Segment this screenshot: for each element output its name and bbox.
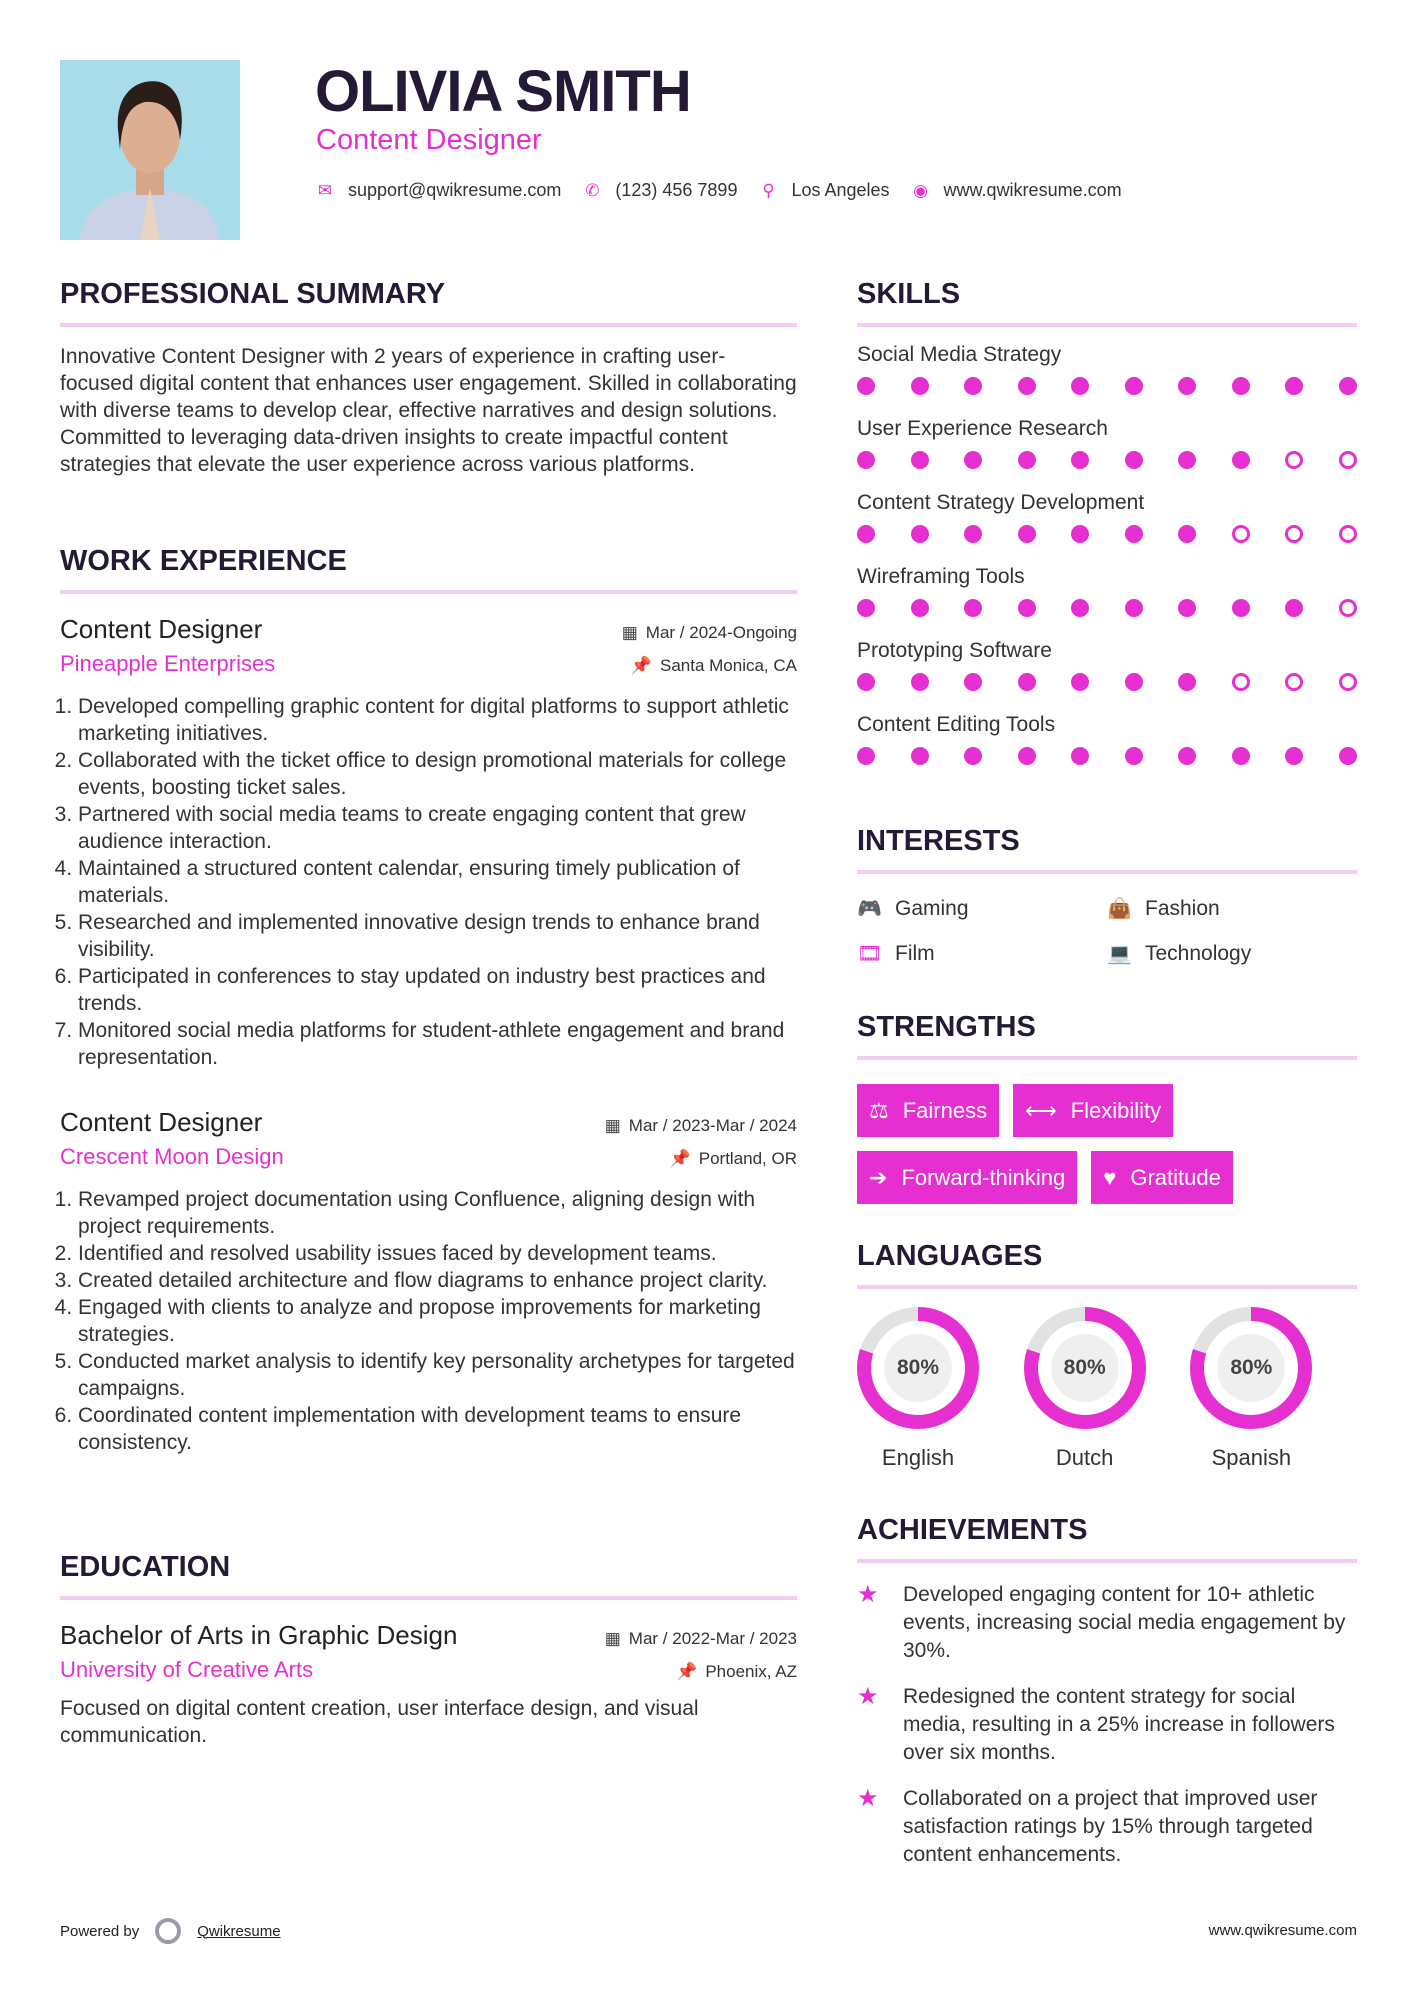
rating-dot-filled [1125, 525, 1143, 543]
rating-dot-filled [1018, 377, 1036, 395]
contact-location: Los Angeles [791, 180, 890, 200]
skill-name: Social Media Strategy [857, 343, 1062, 366]
company-name: Pineapple Enterprises [60, 651, 276, 676]
list-item: 2. Identified and resolved usability issues faced by development teams. [78, 1240, 797, 1267]
profile-photo [60, 60, 240, 240]
rating-dot-filled [911, 599, 929, 617]
language-name: Dutch [1055, 1445, 1114, 1470]
skill-rating [857, 377, 1357, 395]
education-location: Phoenix, AZ [705, 1662, 797, 1681]
summary-section [60, 278, 797, 478]
shooting-star-icon: ★ [857, 1785, 879, 1812]
rating-dot-filled [1018, 451, 1036, 469]
contact-bar [316, 180, 1144, 201]
strength-label: Flexibility [1070, 1097, 1162, 1123]
skill-item [857, 565, 1357, 617]
strength-tag [1091, 1151, 1233, 1204]
rating-dot-filled [1178, 673, 1196, 691]
strength-label: Forward-thinking [901, 1164, 1066, 1190]
section-heading: INTERESTS [857, 825, 1357, 874]
language-name: English [881, 1445, 955, 1470]
interest-item [1107, 896, 1357, 921]
rating-dot-empty [1232, 525, 1250, 543]
strength-tag [1013, 1084, 1173, 1137]
rating-dot-filled [1178, 451, 1196, 469]
rating-dot-filled [911, 377, 929, 395]
language-progress-ring [857, 1307, 979, 1429]
rating-dot-filled [1232, 377, 1250, 395]
contact-email[interactable]: support@qwikresume.com [348, 180, 562, 200]
arrow-right-icon: ➔ [869, 1164, 888, 1190]
skill-rating [857, 525, 1357, 543]
rating-dot-filled [964, 525, 982, 543]
interest-item [1107, 941, 1357, 966]
section-heading: WORK EXPERIENCE [60, 545, 797, 594]
rating-dot-filled [911, 747, 929, 765]
list-item: 1. Revamped project documentation using Confluence, aligning design with project requirements. [78, 1186, 797, 1240]
rating-dot-filled [1125, 377, 1143, 395]
rating-dot-filled [857, 377, 875, 395]
candidate-title: Content Designer [316, 124, 542, 156]
company-name: Crescent Moon Design [60, 1144, 284, 1169]
achievement-text: Collaborated on a project that improved user satisfaction ratings by 15% through targeted content enhancements. [903, 1787, 1318, 1866]
skill-item [857, 417, 1357, 469]
pushpin-icon: 📌 [676, 1662, 698, 1681]
qwikresume-link[interactable]: Qwikresume [197, 1922, 281, 1940]
rating-dot-filled [1285, 377, 1303, 395]
list-item: 5. Researched and implemented innovative design trends to enhance brand visibility. [78, 909, 797, 963]
rating-dot-filled [964, 747, 982, 765]
interest-label: Technology [1145, 941, 1252, 965]
rating-dot-filled [1125, 747, 1143, 765]
rating-dot-empty [1285, 673, 1303, 691]
list-item: 6. Coordinated content implementation with development teams to ensure consistency. [78, 1402, 797, 1456]
achievement-text: Developed engaging content for 10+ athletic events, increasing social media engagement by 30%. [903, 1583, 1346, 1662]
interest-item [857, 896, 1107, 921]
heart-icon: ♥ [1103, 1164, 1117, 1190]
section-heading: STRENGTHS [857, 1011, 1357, 1060]
rating-dot-filled [1232, 747, 1250, 765]
list-item: 3. Created detailed architecture and flow diagrams to enhance project clarity. [78, 1267, 797, 1294]
strength-tag [857, 1151, 1077, 1204]
rating-dot-filled [1018, 747, 1036, 765]
list-item: 6. Participated in conferences to stay updated on industry best practices and trends. [78, 963, 797, 1017]
calendar-icon: ▦ [621, 623, 638, 642]
list-item: 4. Maintained a structured content calendar, ensuring timely publication of materials. [78, 855, 797, 909]
interest-label: Film [895, 941, 935, 965]
section-heading: ACHIEVEMENTS [857, 1514, 1357, 1563]
globe-icon: ◉ [913, 180, 928, 200]
achievement-item [857, 1683, 1357, 1767]
rating-dot-filled [1125, 599, 1143, 617]
rating-dot-filled [911, 451, 929, 469]
language-name: Spanish [1211, 1445, 1292, 1470]
education-dates: Mar / 2022-Mar / 2023 [628, 1629, 797, 1648]
summary-text: Innovative Content Designer with 2 years of experience in crafting user-focused digital content that enhances user engagement. Skilled in collaborating with diverse teams to develop clear, effective narratives and design solutions. Committed to leveraging data-driven insights to create impactful content strategies that elevate the user experience across various platforms. [60, 345, 797, 476]
rating-dot-filled [964, 673, 982, 691]
rating-dot-filled [857, 599, 875, 617]
rating-dot-filled [857, 673, 875, 691]
rating-dot-filled [1125, 673, 1143, 691]
language-percent: 80% [884, 1334, 952, 1402]
balance-scale-icon: ⚖ [869, 1097, 889, 1123]
list-item: 5. Conducted market analysis to identify key personality archetypes for targeted campaigns. [78, 1348, 797, 1402]
skill-item [857, 713, 1357, 765]
language-item [857, 1307, 1024, 1471]
skill-name: Prototyping Software [857, 639, 1052, 662]
rating-dot-filled [1071, 525, 1089, 543]
rating-dot-filled [1285, 599, 1303, 617]
job-entry [60, 614, 797, 1071]
responsibilities-list [60, 693, 797, 1071]
rating-dot-filled [1018, 525, 1036, 543]
responsibilities-list [60, 1186, 797, 1456]
rating-dot-filled [1071, 747, 1089, 765]
powered-by-label: Powered by [60, 1922, 140, 1940]
languages-section [857, 1240, 1357, 1471]
skill-name: User Experience Research [857, 417, 1108, 440]
rating-dot-filled [911, 525, 929, 543]
rating-dot-filled [964, 377, 982, 395]
school: University of Creative Arts [60, 1657, 314, 1682]
film-icon: 🎞 [857, 943, 883, 965]
rating-dot-filled [964, 451, 982, 469]
job-entry [60, 1107, 797, 1456]
degree: Bachelor of Arts in Graphic Design [60, 1620, 458, 1650]
list-item: 2. Collaborated with the ticket office to design promotional materials for college events, boosting ticket sales. [78, 747, 797, 801]
candidate-name: OLIVIA SMITH [315, 59, 691, 124]
job-title: Content Designer [60, 614, 263, 644]
skills-section [857, 278, 1357, 787]
achievements-section [857, 1514, 1357, 1869]
rating-dot-filled [1018, 599, 1036, 617]
skill-name: Content Strategy Development [857, 491, 1145, 514]
rating-dot-filled [1071, 451, 1089, 469]
footer-powered-by [60, 1918, 281, 1944]
rating-dot-filled [1178, 747, 1196, 765]
skill-rating [857, 451, 1357, 469]
skill-item [857, 343, 1357, 395]
rating-dot-empty [1339, 599, 1357, 617]
achievement-text: Redesigned the content strategy for social media, resulting in a 25% increase in followers over six months. [903, 1685, 1335, 1764]
rating-dot-filled [1125, 451, 1143, 469]
footer-website[interactable]: www.qwikresume.com [1208, 1922, 1357, 1939]
rating-dot-filled [857, 747, 875, 765]
job-title: Content Designer [60, 1107, 263, 1137]
list-item: 1. Developed compelling graphic content for digital platforms to support athletic marketing initiatives. [78, 693, 797, 747]
map-pin-icon: ⚲ [762, 180, 775, 200]
gamepad-icon: 🎮 [857, 898, 882, 920]
rating-dot-filled [911, 673, 929, 691]
shooting-star-icon: ★ [857, 1683, 879, 1710]
pushpin-icon: 📌 [630, 656, 652, 675]
skill-item [857, 639, 1357, 691]
strength-label: Fairness [902, 1097, 988, 1123]
rating-dot-filled [857, 525, 875, 543]
job-location: Santa Monica, CA [659, 656, 797, 675]
job-location: Portland, OR [698, 1149, 797, 1168]
education-section [60, 1551, 797, 1749]
section-heading: SKILLS [857, 278, 1357, 327]
envelope-icon: ✉ [317, 180, 333, 200]
job-dates: Mar / 2023-Mar / 2024 [628, 1116, 797, 1135]
shooting-star-icon: ★ [857, 1581, 879, 1608]
rating-dot-filled [1071, 673, 1089, 691]
rating-dot-filled [1071, 599, 1089, 617]
laptop-icon: 💻 [1107, 943, 1132, 965]
rating-dot-empty [1232, 673, 1250, 691]
skill-rating [857, 673, 1357, 691]
interest-label: Gaming [895, 896, 969, 920]
language-item [1190, 1307, 1357, 1471]
section-heading: PROFESSIONAL SUMMARY [60, 278, 797, 327]
rating-dot-empty [1339, 673, 1357, 691]
strength-label: Gratitude [1130, 1164, 1221, 1190]
language-percent: 80% [1051, 1334, 1119, 1402]
rating-dot-filled [1178, 377, 1196, 395]
interests-section [857, 825, 1357, 966]
language-progress-ring [1190, 1307, 1312, 1429]
contact-phone[interactable]: (123) 456 7899 [615, 180, 738, 200]
rating-dot-filled [1232, 451, 1250, 469]
interest-label: Fashion [1145, 896, 1220, 920]
rating-dot-filled [1071, 377, 1089, 395]
section-heading: LANGUAGES [857, 1240, 1357, 1289]
list-item: 4. Engaged with clients to analyze and propose improvements for marketing strategies. [78, 1294, 797, 1348]
section-heading: EDUCATION [60, 1551, 797, 1600]
language-item [1024, 1307, 1191, 1471]
rating-dot-filled [1178, 525, 1196, 543]
education-description: Focused on digital content creation, user interface design, and visual communication. [60, 1697, 699, 1747]
rating-dot-empty [1285, 451, 1303, 469]
language-progress-ring [1024, 1307, 1146, 1429]
rating-dot-filled [1232, 599, 1250, 617]
achievement-item [857, 1785, 1357, 1869]
phone-icon: ✆ [585, 180, 600, 200]
job-dates: Mar / 2024-Ongoing [645, 623, 797, 642]
rating-dot-empty [1285, 525, 1303, 543]
qwikresume-logo-icon [155, 1918, 181, 1944]
skill-item [857, 491, 1357, 543]
rating-dot-empty [1339, 451, 1357, 469]
interest-item [857, 941, 1107, 966]
skill-name: Content Editing Tools [857, 713, 1056, 736]
skill-rating [857, 747, 1357, 765]
rating-dot-filled [964, 599, 982, 617]
rating-dot-filled [1018, 673, 1036, 691]
experience-section [60, 545, 797, 1456]
achievement-item [857, 1581, 1357, 1665]
rating-dot-filled [1285, 747, 1303, 765]
skill-name: Wireframing Tools [857, 565, 1025, 588]
arrows-horizontal-icon: ⟷ [1025, 1097, 1057, 1123]
strengths-section [857, 1011, 1357, 1204]
calendar-icon: ▦ [604, 1116, 621, 1135]
rating-dot-filled [857, 451, 875, 469]
rating-dot-filled [1339, 747, 1357, 765]
strength-tag [857, 1084, 999, 1137]
contact-website[interactable]: www.qwikresume.com [943, 180, 1122, 200]
rating-dot-filled [1339, 377, 1357, 395]
list-item: 7. Monitored social media platforms for student-athlete engagement and brand representation. [78, 1017, 797, 1071]
skill-rating [857, 599, 1357, 617]
rating-dot-empty [1339, 525, 1357, 543]
rating-dot-filled [1178, 599, 1196, 617]
calendar-icon: ▦ [604, 1629, 621, 1648]
list-item: 3. Partnered with social media teams to create engaging content that grew audience interaction. [78, 801, 797, 855]
pushpin-icon: 📌 [669, 1149, 691, 1168]
language-percent: 80% [1217, 1334, 1285, 1402]
shopping-bag-icon: 👜 [1107, 898, 1132, 920]
